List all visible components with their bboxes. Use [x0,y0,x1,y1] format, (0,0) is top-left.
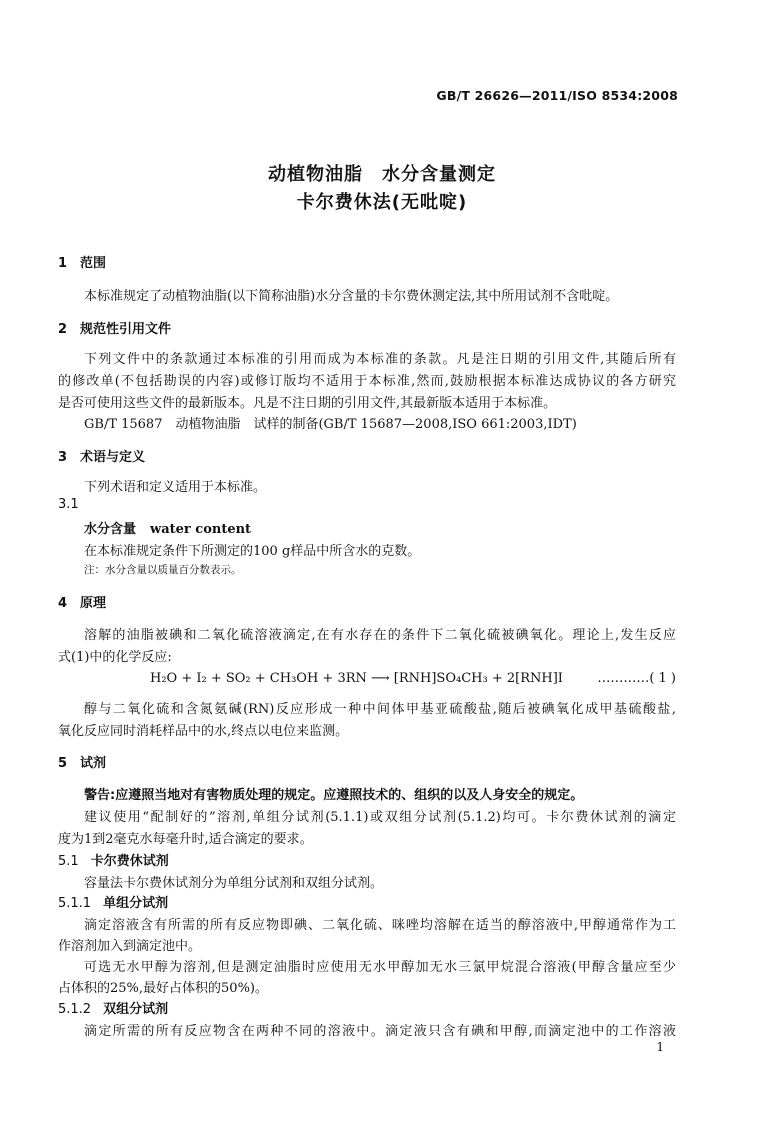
term-entry [84,518,251,537]
section-number: 1 [58,256,68,271]
paragraph-line: 的修改单(不包括勘误的内容)或修订版均不适用于本标准,然而,鼓励根据本标准达成协议的各方研究 [58,374,676,389]
section-title: 范围 [80,256,107,271]
section-4-heading [58,592,106,611]
paragraph-line: 滴定溶液含有所需的所有反应物即碘、二氧化硫、咪唑均溶解在适当的醇溶液中,甲醇通常作为工 [84,918,676,933]
section-1-heading [58,252,106,271]
subsection-title: 双组分试剂 [103,1002,169,1017]
document-title-line2: 卡尔费休法(无吡啶) [296,192,468,213]
paragraph-line: 可选无水甲醇为溶剂,但是测定油脂时应使用无水甲醇加无水三氯甲烷混合溶液(甲醇含量应至少 [84,960,676,975]
section-number: 4 [58,596,68,611]
paragraph: 下列术语和定义适用于本标准。 [84,480,267,495]
paragraph-line: 滴定所需的所有反应物含在两种不同的溶液中。滴定液只含有碘和甲醇,而滴定池中的工作溶液 [84,1024,676,1039]
term-chinese: 水分含量 [84,522,137,537]
section-2-heading [58,318,171,337]
paragraph-line: 占体积的25%,最好占体积的50%)。 [58,981,268,996]
subsection-5-1-2-heading [58,998,168,1017]
paragraph-line: 是否可使用这些文件的最新版本。凡是不注日期的引用文件,其最新版本适用于本标准。 [58,396,557,411]
standard-code: GB/T 26626—2011/ISO 8534:2008 [436,88,678,103]
note: 注：水分含量以质量百分数表示。 [84,564,242,576]
clause-number: 5.1.1 [58,896,92,911]
section-number: 5 [58,756,68,771]
clause-number: 3.1 [58,497,79,512]
paragraph-line: 氧化反应同时消耗样品中的水,终点以电位来监测。 [58,724,349,739]
term-definition: 在本标准规定条件下所测定的100 g样品中所含水的克数。 [84,544,421,559]
section-title: 原理 [80,596,107,611]
clause-number: 5.1.2 [58,1002,92,1017]
warning-text: 警告:应遵照当地对有害物质处理的规定。应遵照技术的、组织的以及人身安全的规定。 [84,788,584,803]
paragraph-line: 建议使用“配制好的”溶剂,单组分试剂(5.1.1)或双组分试剂(5.1.2)均可。卡尔费休试剂的滴定 [84,810,676,825]
paragraph-line: 式(1)中的化学反应: [58,650,172,665]
section-5-heading [58,752,106,771]
section-title: 规范性引用文件 [80,322,172,337]
paragraph-line: 醇与二氧化硫和含氮氨碱(RN)反应形成一种中间体甲基亚硫酸盐,随后被碘氧化成甲基硫酸盐, [84,702,676,717]
paragraph: 本标准规定了动植物油脂(以下简称油脂)水分含量的卡尔费休测定法,其中所用试剂不含吡啶。 [84,289,619,304]
subsection-5-1-heading [58,850,169,869]
paragraph-line: 度为1到2毫克水每毫升时,适合滴定的要求。 [58,832,313,847]
paragraph-line: 溶解的油脂被碘和二氧化硫溶液滴定,在有水存在的条件下二氧化硫被碘氧化。理论上,发生反应 [84,628,676,643]
clause-number: 5.1 [58,854,79,869]
document-title-line1: 动植物油脂 水分含量测定 [268,164,496,185]
section-3-heading [58,446,145,465]
section-number: 2 [58,322,68,337]
subsection-title: 单组分试剂 [103,896,169,911]
page-number: 1 [656,1040,664,1054]
subsection-5-1-1-heading [58,892,168,911]
normative-reference: GB/T 15687 动植物油脂 试样的制备(GB/T 15687—2008,ISO 661:2003,IDT) [84,417,577,432]
equation-number: …………( 1 ) [597,671,676,686]
paragraph: 容量法卡尔费休试剂分为单组分试剂和双组分试剂。 [84,876,384,891]
section-title: 术语与定义 [80,450,146,465]
term-english: water content [150,522,252,537]
section-title: 试剂 [80,756,107,771]
subsection-title: 卡尔费休试剂 [90,854,169,869]
chemical-equation: H₂O + I₂ + SO₂ + CH₃OH + 3RN ⟶ [RNH]SO₄CH₃ + 2[RNH]I [150,671,563,686]
paragraph-line: 下列文件中的条款通过本标准的引用而成为本标准的条款。凡是注日期的引用文件,其随后所有 [84,352,676,367]
paragraph-line: 作溶剂加入到滴定池中。 [58,939,202,954]
section-number: 3 [58,450,68,465]
